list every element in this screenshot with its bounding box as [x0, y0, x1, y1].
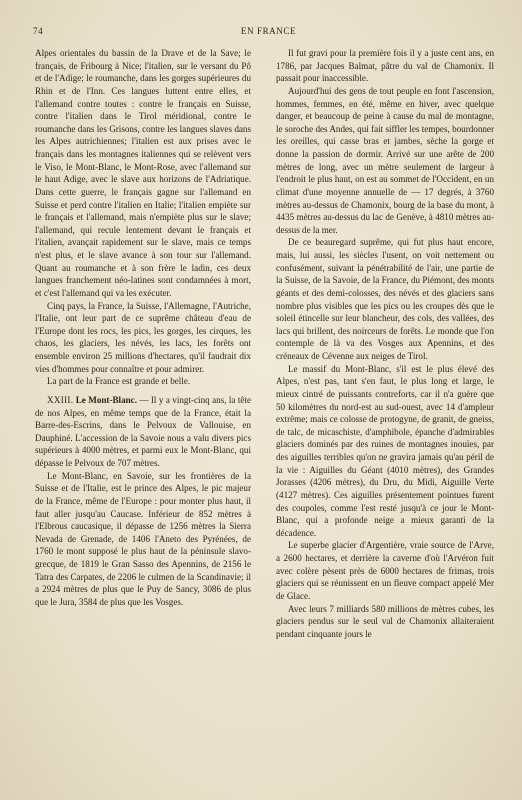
section-intro-text: — Il y a vingt-cinq ans, la tête de nos Alpes, en même temps que de la France, était la Barre-des-Escrins, dans le Pelvoux de Vallouise, en Dauphiné. L'accession de la Savoie nous a valu divers pics supérieurs à 4000 mètres, et parmi eux le Mont-Blanc, qui dépasse le Pelvoux de 707 mètres. — [35, 394, 251, 468]
paragraph-first-ascent: Il fut gravi pour la première fois il y a juste cent ans, en 1786, par Jacques Balmat, pâtre du val de Chamonix. Il passait pour inaccessible. — [276, 48, 494, 84]
paragraph-ascension: Aujourd'hui des gens de tout peuple en font l'ascension, hommes, femmes, en été, même en hiver, avec quelque danger, et beaucoup de peine à cause du mal de montagne, le soroche des Andes, qui fait siffler les tempes, bourdonner les oreilles, qui casse bras et jambes, sèche la gorge et donne la passion de dormir. Arrivé sur une arête de 200 mètres de long, avec un mètre seulement de largeur à l'endroit le plus haut, on est au sommet de l'Occident, en un climat d'une moyenne annuelle de — 17 degrés, à 3760 mètres au-dessus de Chamonix, bourg de la base du mont, à 4435 mètres au-dessus du lac de Genève, à 4810 mètres au-dessus de la mer. — [276, 85, 494, 235]
paragraph-glaciers: Le superbe glacier d'Argentière, vraie source de l'Arve, a 2600 hectares, et derrière la caverne d'où l'Arvéron fuit avec colère pèsent près de 6000 hectares de frimas, trois glaciers qui se réunissent en un fleuve compact appelé Mer de Glace. — [276, 540, 494, 601]
paragraph-section-intro — [35, 394, 251, 470]
section-number: XXIII. — [47, 394, 74, 405]
paragraph-massif: Le massif du Mont-Blanc, s'il est le plus élevé des Alpes, n'est pas, tant s'en faut, le plus long et large, le mieux cintré de puissants contreforts, car il n'a guère que 50 kilomètres du nord-est au sud-ouest, avec 14 d'ampleur extrême; mais ce colosse de protogyne, de granit, de gneiss, de talc, de micaschiste, d'amphibole, épanche d'admirables glaciers dominés par des ruines de montagnes inouïes, par des aiguilles terribles qu'on ne gravira jamais qu'au péril de la vie : Aiguilles du Géant (4010 mètres), des Grandes Jorasses (4206 mètres), du Dru, du Midi, Aiguille Verte (4127 mètres). Ces aiguilles présentement pointues furent des coupoles, comme l'est resté jusqu'à ce jour le Mont-Blanc, qui a profonde neige a mieux garanti de la décadence. — [276, 363, 494, 538]
paragraph-mont-blanc-prince: Le Mont-Blanc, en Savoie, sur les frontières de la Suisse et de l'Italie, est le prince des Alpes, le pic majeur de la France, même de l'Europe : pour monter plus haut, il faut aller jusqu'au Caucase. Inférieur de 852 mètres à l'Elbrous caucasique, il dépasse de 1256 mètres la Sierra Nevada de Grenade, de 1406 l'Aneto des Pyrénées, de 1760 le mont supposé le plus haut de la péninsule slavo-grecque, de 1819 le Gran Sasso des Apennins, de 2156 le Tatra des Carpates, de 2206 le culmen de la Scandinavie; il a 2924 mètres de plus que le Puy de Sancy, 3086 de plus que le Jura, 3584 de plus que les Vosges. — [35, 470, 251, 607]
running-header — [33, 26, 504, 40]
right-column — [276, 47, 494, 640]
paragraph-summit-view: De ce beauregard suprême, qui fut plus haut encore, mais, lui aussi, les siècles l'usent, on voit nettement ou confusément, suivant la pénétrabilité de l'air, une partie de la Suisse, de la Savoie, de la France, du Piémont, des monts géants et des demi-colosses, des névés et des glaciers sans nombre plus visibles que les pics ou les croupes dès que le soleil étincelle sur leur blancheur, des cols, des vallées, des lacs qui brillent, des noirceurs de forêts. Le monde que l'on contemple de là va des Vosges aux Apennins, et des créneaux de Cévenne aux neiges de Tirol. — [276, 237, 494, 361]
running-title: EN FRANCE — [240, 26, 297, 36]
paragraph-volume: Avec leurs 7 milliards 580 millions de mètres cubes, les glaciers pendus sur le seul val de Chamonix allaiteraient pendant cinquante jours le — [276, 603, 494, 639]
paragraph-france-share: La part de la France est grande et belle. — [47, 376, 191, 387]
paragraph-languages: Alpes orientales du bassin de la Drave et de la Save; le français, de Fribourg à Nice; l'italien, sur le versant du Pô et de l'Adige; le roumanche, dans les gorges supérieures du Rhin et de l'Inn. Ces langues luttent entre elles, et l'allemand contre toutes : contre le français en Suisse, contre l'italien dans le Tirol méridional, contre le roumanche dans les Grisons, contre les langues slaves dans les Alpes autrichiennes; l'italien est aux prises avec le français dans les montagnes italiennes qui se relèvent vers le Viso, le Mont-Blanc, le Mont-Rose, avec l'allemand sur le haut Adige, avec le slave aux horizons de l'Adriatique. Dans cette guerre, le français gagne sur l'allemand en Suisse et perd contre l'italien en Italie; l'italien empiète sur le français et l'allemand, mais n'empiète plus sur le slave; l'allemand, qui recule lentement devant le français et l'italien, avançait rapidement sur le slave, mais ce temps n'est plus, et le slave avance à son tour sur l'allemand. Quant au roumanche et à son frère le ladin, ces deux langues franchement néo-latines sont condamnées à mort, et c'est l'allemand qui va les exécuter. — [35, 48, 251, 298]
paragraph-five-countries: Cinq pays, la France, la Suisse, l'Allemagne, l'Autriche, l'Italie, ont leur part de ce suprême château d'eau de l'Europe dont les rocs, les pics, les gorges, les cirques, les chaos, les glaciers, les névés, les lacs, les forêts ont ensemble environ 25 millions d'hectares, qu'il faudrait dix vies d'hommes pour connaître et pour admirer. — [35, 300, 251, 374]
left-column — [35, 47, 251, 609]
page-number: 74 — [33, 26, 44, 36]
section-title: Le Mont-Blanc. — [75, 394, 137, 405]
